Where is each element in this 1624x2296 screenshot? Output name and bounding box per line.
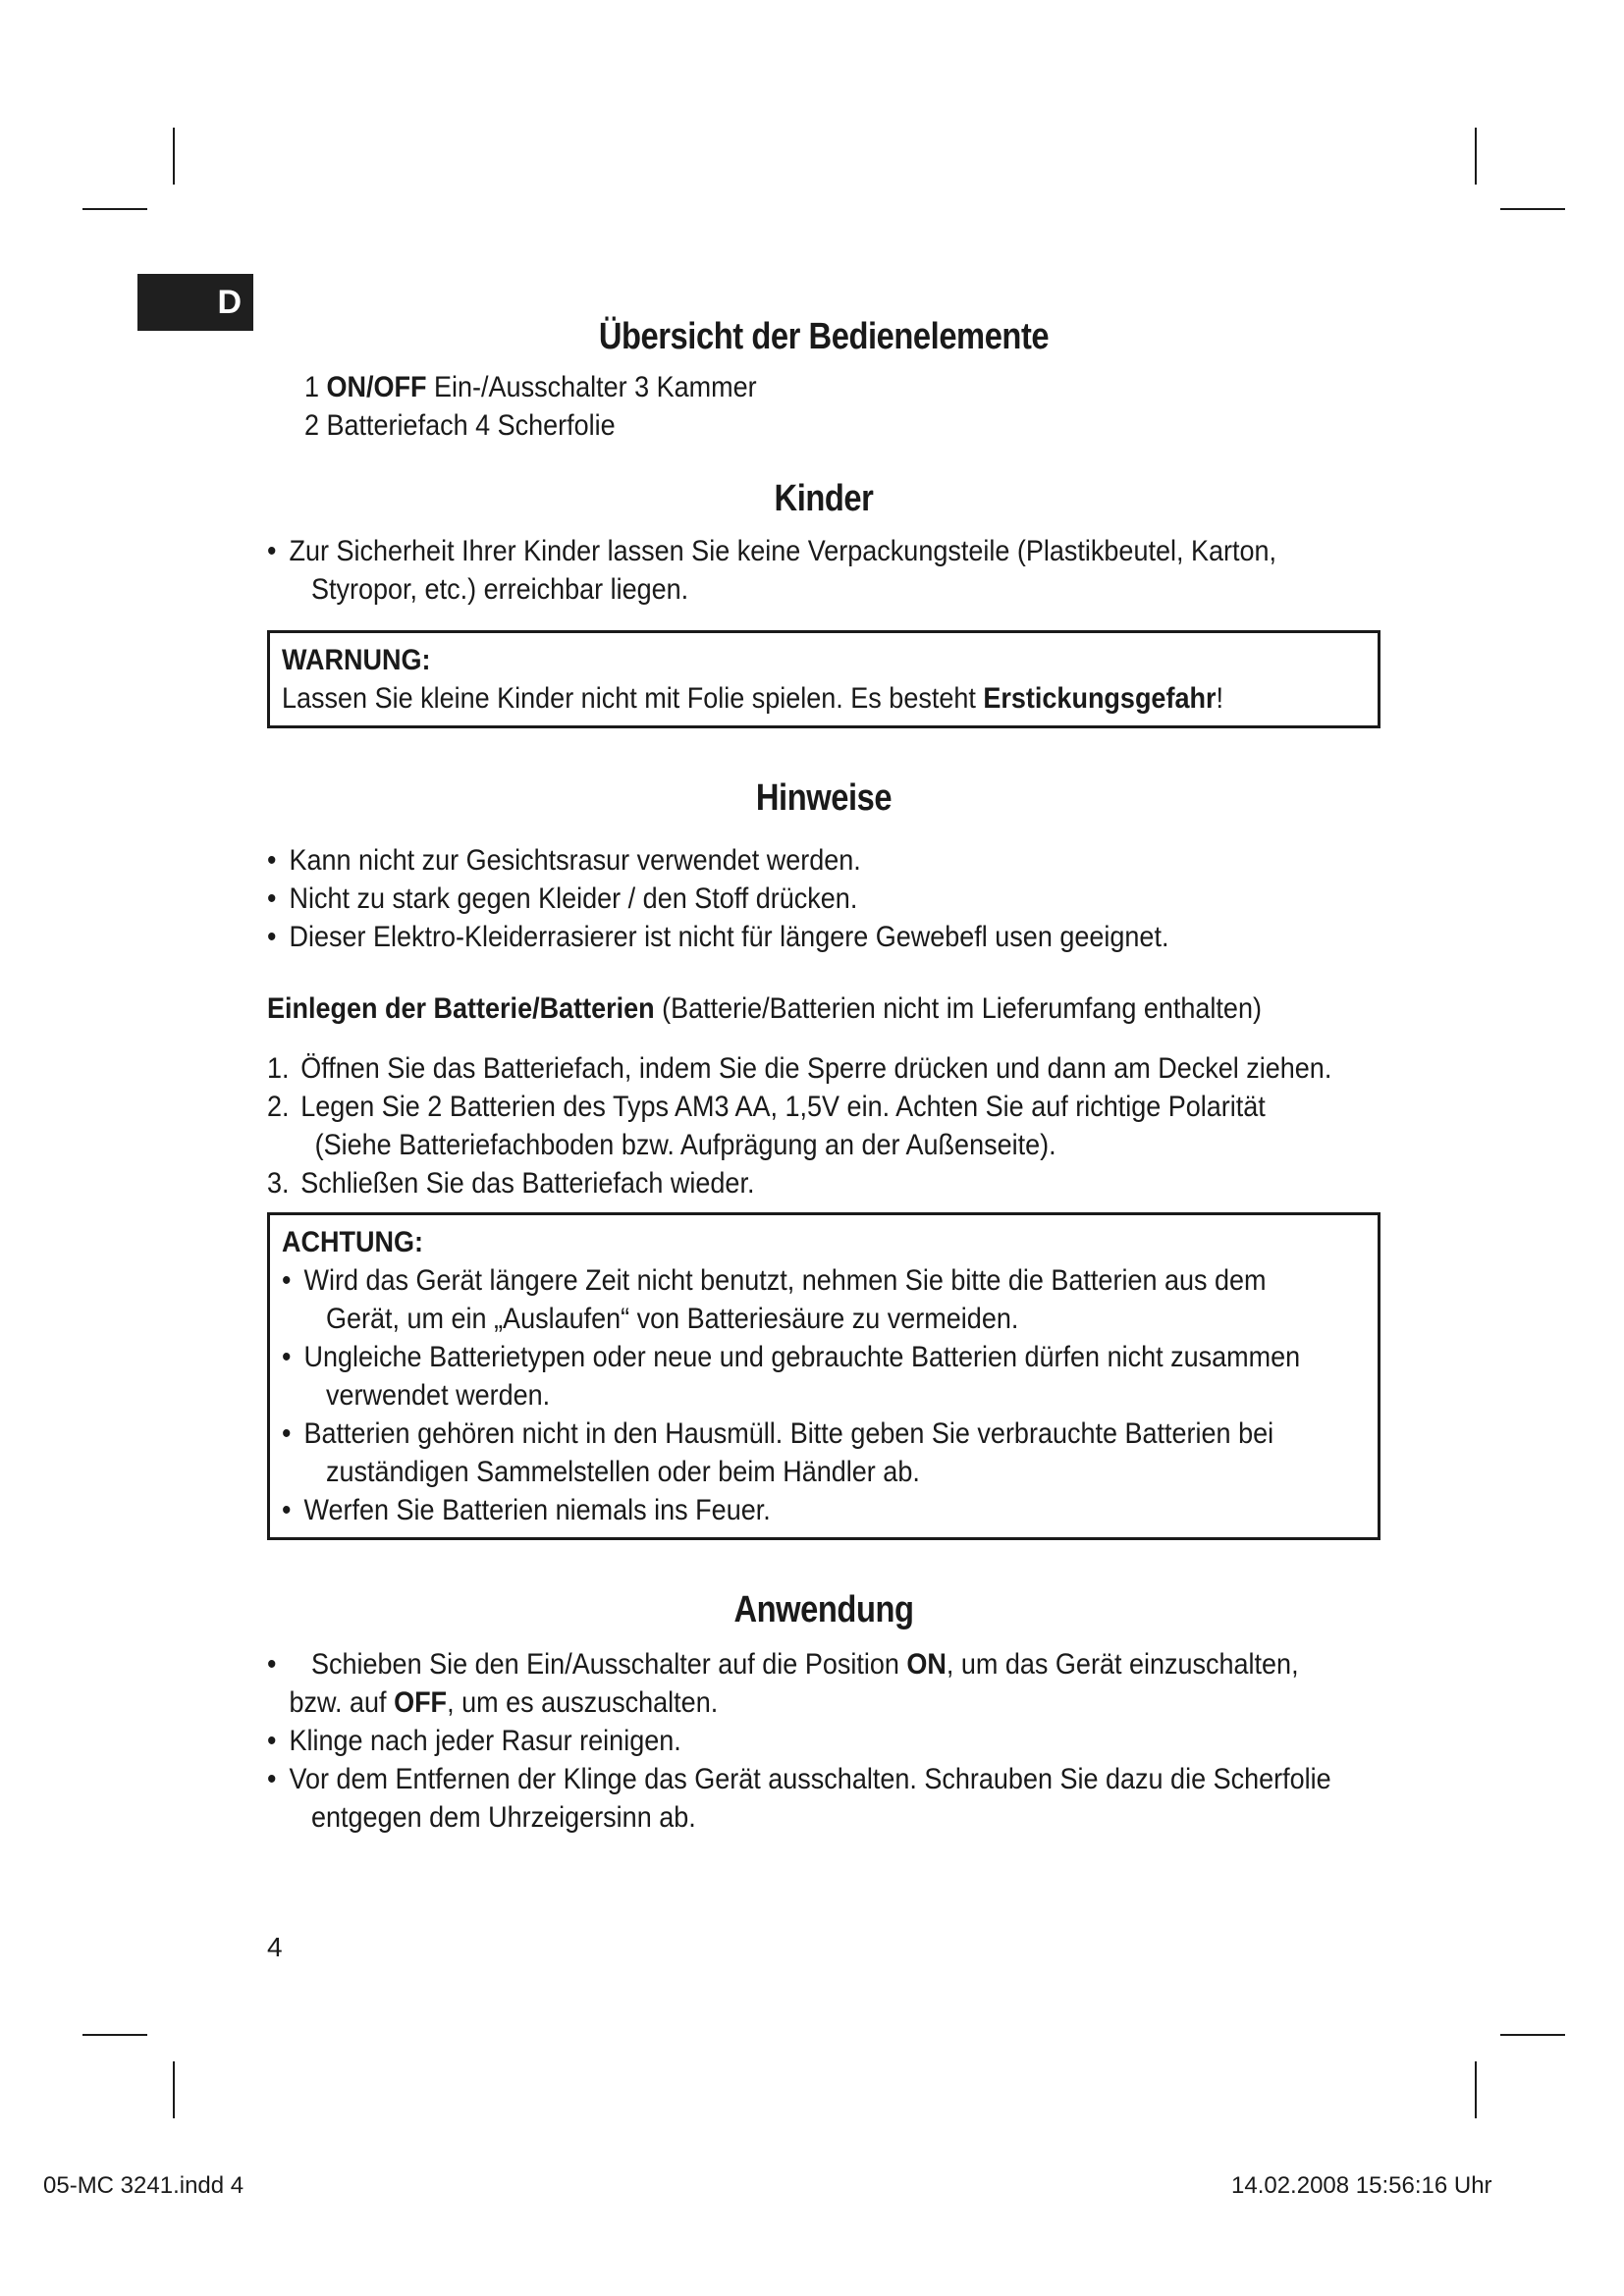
list-item: • Batterien gehören nicht in den Hausmüll. Bitte geben Sie verbrauchte Batterien bei zuständigen Sammelstellen oder beim Händler ab.	[282, 1415, 1258, 1491]
caution-box	[267, 1212, 1380, 1540]
slug-file-info: 05-MC 3241.indd 4	[43, 2172, 244, 2199]
crop-mark	[173, 128, 175, 185]
list-item: • Vor dem Entfernen der Klinge das Gerät ausschalten. Schrauben Sie dazu die Scherfolie entgegen dem Uhrzeigersinn ab.	[267, 1760, 1270, 1837]
list-item: • Kann nicht zur Gesichtsrasur verwendet werden.	[267, 841, 1270, 880]
hinweise-section	[267, 777, 1380, 956]
battery-steps	[267, 1049, 1332, 1202]
caution-list	[282, 1261, 1301, 1529]
step-item: 1. Öffnen Sie das Batteriefach, indem Sie die Sperre drücken und dann am Deckel ziehen.	[267, 1052, 1332, 1085]
list-item: • Wird das Gerät längere Zeit nicht benutzt, nehmen Sie bitte die Batterien aus dem Gerät, um ein „Auslaufen“ von Batteriesäure zu vermeiden.	[282, 1261, 1258, 1338]
battery-insert-lead: Einlegen der Batterie/Batterien (Batterie/Batterien nicht im Lieferumfang enthalten)	[267, 992, 1262, 1025]
step-item: 3. Schließen Sie das Batteriefach wieder.	[267, 1167, 755, 1200]
crop-mark	[82, 208, 147, 210]
list-item: • Ungleiche Batterietypen oder neue und gebrauchte Batterien dürfen nicht zusammen verwendet werden.	[282, 1338, 1258, 1415]
kinder-list	[267, 532, 1277, 609]
list-item: • Nicht zu stark gegen Kleider / den Stoff drücken.	[267, 880, 1270, 918]
list-item: • Dieser Elektro-Kleiderrasierer ist nicht für längere Gewebefl usen geeignet.	[267, 918, 1270, 956]
caution-title: ACHTUNG:	[282, 1226, 423, 1258]
hinweise-title: Hinweise	[755, 777, 893, 819]
usage-section	[267, 1589, 1380, 1837]
list-item: • Werfen Sie Batterien niemals ins Feuer.	[282, 1491, 1258, 1529]
kinder-section	[267, 478, 1380, 728]
warning-box	[267, 630, 1380, 728]
slug-timestamp: 14.02.2008 15:56:16 Uhr	[1231, 2172, 1492, 2199]
step-item: 2. Legen Sie 2 Batterien des Typs AM3 AA, 1,5V ein. Achten Sie auf richtige Polarität (Siehe Batteriefachboden bzw. Aufprägung an der Außenseite).	[267, 1091, 1266, 1161]
battery-insert-section	[267, 989, 1380, 1540]
crop-mark	[1500, 2034, 1565, 2036]
list-item: • Klinge nach jeder Rasur reinigen.	[267, 1722, 1270, 1760]
overview-section	[267, 316, 1380, 445]
list-item: • Zur Sicherheit Ihrer Kinder lassen Sie keine Verpackungsteile (Plastikbeutel, Karton, Styropor, etc.) erreichbar liegen.	[267, 532, 1270, 609]
list-item: • Schieben Sie den Ein/Ausschalter auf die Position ON, um das Gerät einzuschalten, bzw. auf OFF, um es auszuschalten.	[267, 1645, 1270, 1722]
crop-mark	[1475, 128, 1477, 185]
overview-line-1: 1 ON/OFF Ein-/Ausschalter 3 Kammer	[304, 371, 757, 403]
crop-mark	[1475, 2061, 1477, 2118]
language-tab-label: D	[217, 283, 242, 321]
overview-line-2: 2 Batteriefach 4 Scherfolie	[304, 409, 616, 442]
usage-title: Anwendung	[733, 1589, 914, 1630]
hinweise-list	[267, 841, 1270, 956]
crop-mark	[1500, 208, 1565, 210]
language-tab	[137, 274, 253, 331]
warning-text: Lassen Sie kleine Kinder nicht mit Folie spielen. Es besteht Erstickungsgefahr!	[282, 682, 1223, 715]
usage-list	[267, 1722, 1331, 1837]
warning-title: WARNUNG:	[282, 644, 431, 676]
kinder-title: Kinder	[774, 478, 874, 519]
overview-title: Übersicht der Bedienelemente	[598, 316, 1050, 357]
crop-mark	[173, 2061, 175, 2118]
crop-mark	[82, 2034, 147, 2036]
document-body	[267, 316, 1380, 1837]
page-number: 4	[267, 1932, 283, 1962]
